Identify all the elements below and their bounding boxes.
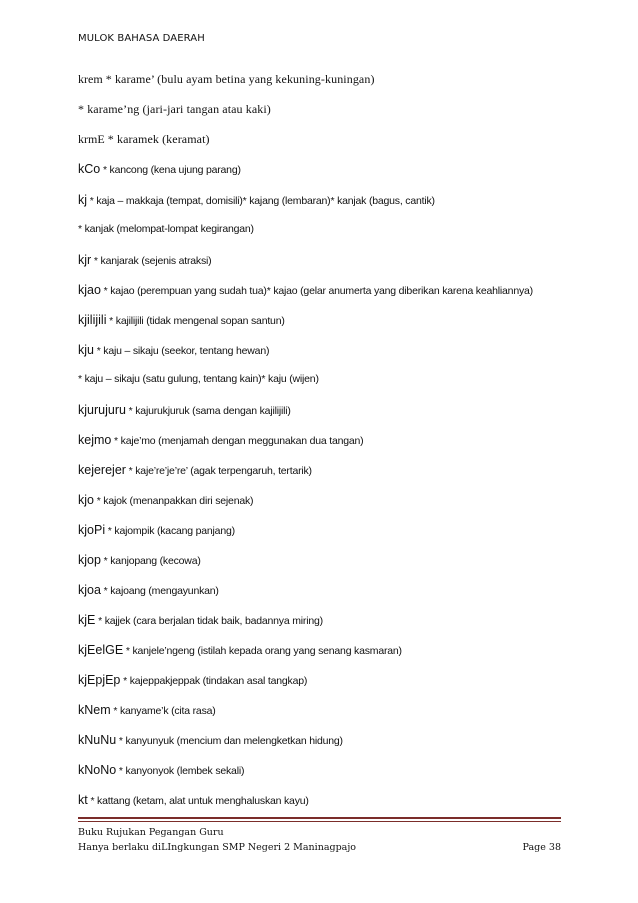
page-footer: [78, 825, 561, 855]
glossary-entry: [78, 102, 271, 117]
glossary-entry: [78, 493, 253, 507]
footer-rule: [78, 817, 561, 819]
entry-definition: * kajoang (mengayunkan): [100, 585, 219, 597]
entry-headword: kjilijili: [78, 313, 107, 327]
entry-headword: kjoa: [78, 583, 101, 597]
entry-definition: * kanjarak (sejenis atraksi): [91, 255, 212, 267]
glossary-entry: [78, 583, 219, 597]
entry-headword: kjao: [78, 283, 101, 297]
entry-definition: * kajok (menanpakkan diri sejenak): [93, 495, 254, 507]
entry-definition: * kanjele’ngeng (istilah kepada orang yang senang kasmaran): [123, 645, 402, 657]
entry-headword: kNoNo: [78, 763, 117, 777]
entry-definition: * kanyame’k (cita rasa): [110, 705, 216, 717]
entry-definition: * kajeppakjeppak (tindakan asal tangkap): [120, 675, 308, 687]
entry-definition: * kajao (perempuan yang sudah tua)* kajao (gelar anumerta yang diberikan karena keahliannya): [100, 285, 533, 297]
entry-definition: * kanjak (melompat-lompat kegirangan): [78, 223, 254, 235]
entry-headword: kt: [78, 793, 88, 807]
entry-definition: * kancong (kena ujung parang): [100, 164, 241, 176]
glossary-entry: [78, 132, 210, 147]
entry-headword: kNem: [78, 703, 111, 717]
glossary-entry: [78, 313, 285, 327]
glossary-entry: [78, 553, 201, 567]
entry-definition: * kaja – makkaja (tempat, domisili)* kajang (lembaran)* kanjak (bagus, cantik): [87, 195, 435, 207]
entry-headword: kjr: [78, 253, 92, 267]
glossary-entry: [78, 763, 244, 777]
entry-definition: * kaju – sikaju (satu gulung, tentang kain)* kaju (wijen): [78, 373, 319, 385]
footer-book-title: Buku Rujukan Pegangan Guru: [78, 827, 224, 838]
entry-headword: kj: [78, 193, 88, 207]
running-header: MULOK BAHASA DAERAH: [78, 33, 205, 44]
entry-definition: * kajilijili (tidak mengenal sopan santun): [106, 315, 285, 327]
entry-definition: * kanjopang (kecowa): [100, 555, 201, 567]
entry-definition: * kaje’mo (menjamah dengan meggunakan dua tangan): [111, 435, 364, 447]
glossary-entry: [78, 72, 375, 87]
glossary-entry: [78, 403, 291, 417]
entry-headword: kjEpjEp: [78, 673, 121, 687]
entry-headword: kCo: [78, 162, 101, 176]
entry-definition: * kaju – sikaju (seekor, tentang hewan): [93, 345, 270, 357]
glossary-entry: [78, 793, 309, 807]
glossary-entry: [78, 613, 323, 627]
entry-headword: kjop: [78, 553, 101, 567]
entry-definition: * karamek (keramat): [104, 132, 210, 146]
glossary-entry: [78, 463, 312, 477]
glossary-entry: [78, 733, 343, 747]
entry-headword: kjurujuru: [78, 403, 126, 417]
entry-headword: kjoPi: [78, 523, 106, 537]
glossary-entry: [78, 433, 363, 447]
entry-headword: kjo: [78, 493, 94, 507]
entry-headword: kjE: [78, 613, 96, 627]
glossary-entry: [78, 673, 307, 687]
entry-definition: * kajompik (kacang panjang): [105, 525, 235, 537]
entry-headword: kejmo: [78, 433, 112, 447]
glossary-entry: [78, 523, 235, 537]
page-number: Page 38: [522, 842, 561, 853]
entry-definition: * kanyonyok (lembek sekali): [116, 765, 245, 777]
entry-definition: * kanyunyuk (mencium dan melengketkan hidung): [116, 735, 343, 747]
entry-headword: krem: [78, 72, 103, 86]
glossary-entry: [78, 343, 269, 357]
footer-rule-thin: [78, 821, 561, 822]
glossary-entry: [78, 643, 402, 657]
footer-school-note: Hanya berlaku diLIngkungan SMP Negeri 2 Maninagpajo: [78, 842, 356, 853]
entry-headword: kejerejer: [78, 463, 126, 477]
entry-headword: krmE: [78, 132, 105, 146]
entry-definition: * kajurukjuruk (sama dengan kajilijili): [125, 405, 291, 417]
glossary-entry: [78, 253, 211, 267]
glossary-entry: [78, 193, 435, 207]
glossary-entry: [78, 373, 319, 385]
glossary-entry: [78, 223, 254, 235]
glossary-entry: [78, 703, 216, 717]
entry-headword: kjEelGE: [78, 643, 124, 657]
entry-definition: * karame’ (bulu ayam betina yang kekuning-kuningan): [102, 72, 375, 86]
glossary-entry: [78, 283, 533, 297]
entry-definition: * kajjek (cara berjalan tidak baik, badannya miring): [95, 615, 323, 627]
entry-definition: * kattang (ketam, alat untuk menghaluskan kayu): [87, 795, 309, 807]
entry-definition: * kaje’re’je’re’ (agak terpengaruh, tertarik): [125, 465, 312, 477]
entry-headword: kju: [78, 343, 94, 357]
entry-headword: kNuNu: [78, 733, 117, 747]
entry-definition: * karame’ng (jari-jari tangan atau kaki): [78, 102, 271, 116]
glossary-entry: [78, 162, 241, 176]
